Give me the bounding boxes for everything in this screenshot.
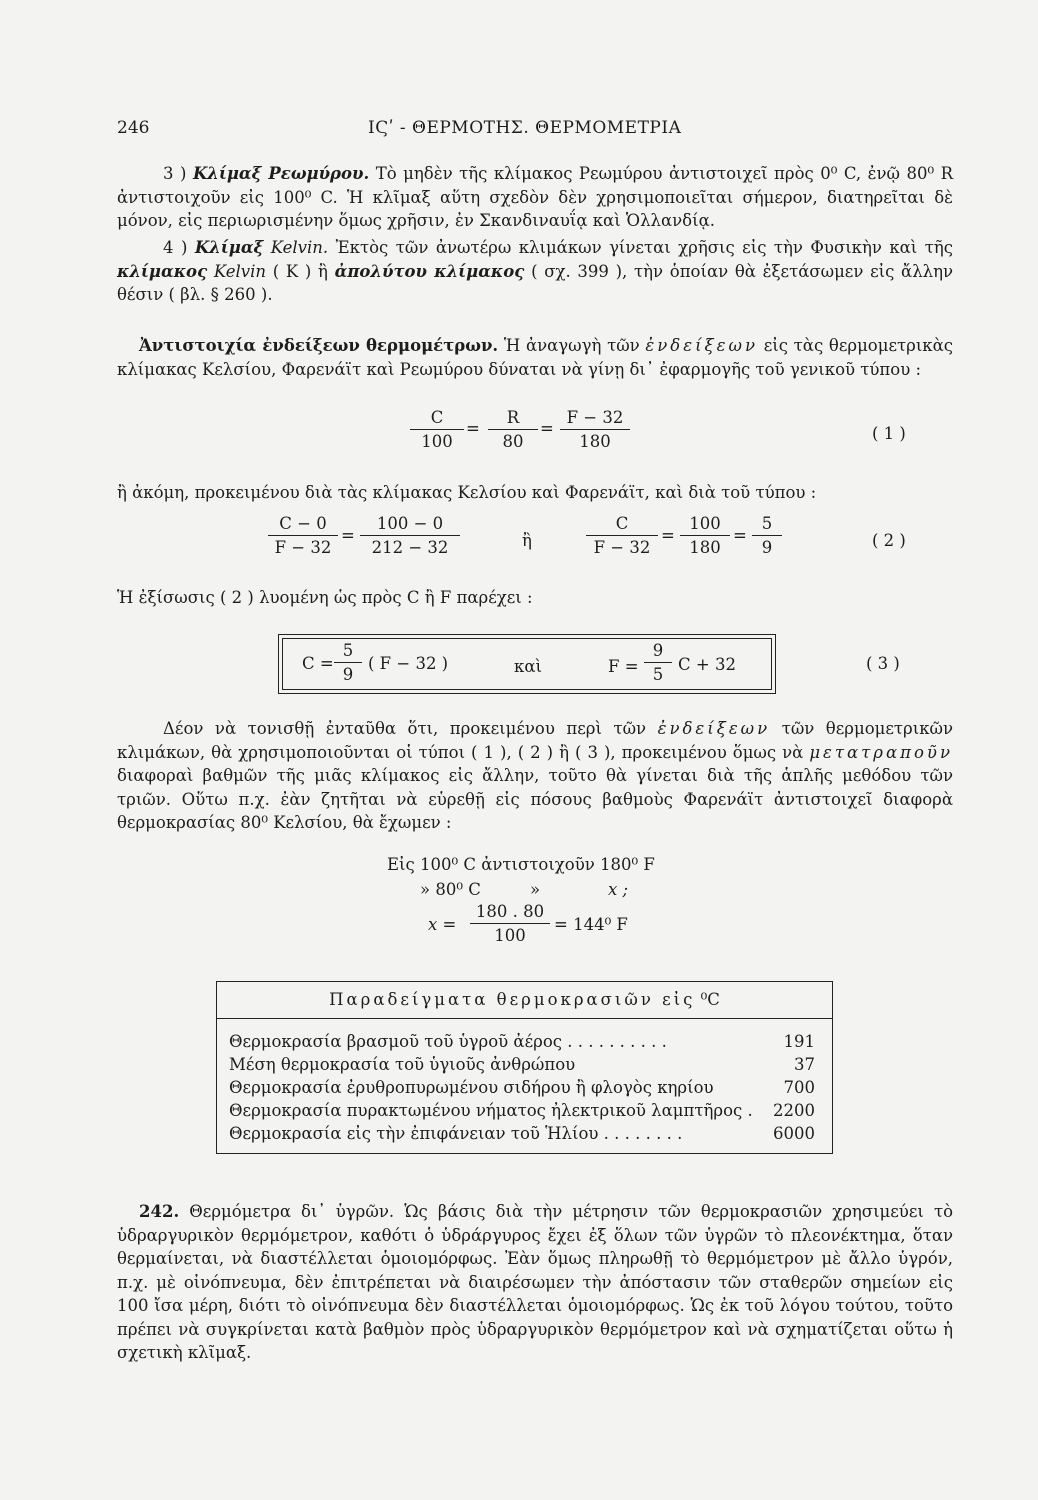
c-equals: C = — [302, 654, 334, 673]
table-title-text: Παραδείγματα θερμοκρασιῶν εἰς — [329, 990, 696, 1009]
rule-line-2-x: x ; — [608, 880, 629, 899]
row-label: Θερμοκρασία εἰς τὴν ἐπιφάνειαν τοῦ Ἡλίου . . . . . . . . — [229, 1124, 683, 1143]
and-word: καὶ — [514, 657, 542, 676]
fraction-9-5: $\frac{9}{5}$ — [644, 640, 672, 687]
equals-sign: = — [466, 419, 480, 438]
equals-sign: = — [661, 526, 675, 545]
equation-label-3: ( 3 ) — [866, 654, 900, 673]
correspondence-text-2: εἰς τὰς θερμομετρικὰς κλίμακας Κελσίου, Φαρενάϊτ καὶ Ρεωμύρου δύναται νὰ γίνῃ δι᾽ ἐφαρμογῆς τοῦ γενικοῦ τύπου : — [117, 336, 953, 379]
paragraph-reaumur — [117, 162, 953, 233]
rule-line-1: Εἰς 100⁰ C ἀντιστοιχοῦν 180⁰ F — [387, 855, 655, 874]
kelvin-heading: Κλίμαξ — [194, 238, 264, 257]
paragraph-kelvin — [117, 236, 953, 307]
section-number: 242. — [139, 1202, 180, 1221]
item-number: 3 ) — [163, 164, 187, 183]
f-equals: F = — [608, 657, 639, 676]
equals-sign: = — [540, 419, 554, 438]
correspondence-heading: Ἀντιστοιχία ἐνδείξεων θερμομέτρων. — [139, 336, 499, 355]
temperature-examples-table — [216, 981, 833, 1154]
correspondence-spaced: ἐνδείξεων — [645, 336, 758, 355]
item-number: 4 ) — [163, 238, 188, 257]
note-spaced-1: ἐνδείξεων — [657, 719, 771, 738]
table-title-unit: ⁰C — [700, 990, 720, 1009]
kelvin-text-3: ( σχ. 399 ), τὴν ὁποίαν θὰ ἐξετάσωμεν εἰς ἄλλην θέσιν ( βλ. § 260 ). — [117, 261, 954, 304]
fraction-5-9: $\frac{5}{9}$ — [752, 513, 782, 560]
row-value: 191 — [783, 1032, 815, 1051]
note-text-2: τῶν θερμομετρικῶν κλιμάκων, θὰ χρησιμοποιοῦνται οἱ τύποι ( 1 ), ( 2 ) ἢ ( 3 ), προκειμένου ὅμως νὰ — [117, 719, 954, 762]
fraction-100-180: $\frac{100 - 0}{212 - 32}$ — [360, 513, 460, 560]
equals-sign: = — [733, 526, 747, 545]
fraction-5-9: $\frac{5}{9}$ — [334, 640, 362, 687]
table-row — [229, 1101, 815, 1124]
note-text-3: διαφοραὶ βαθμῶν τῆς μιᾶς κλίμακος εἰς ἄλλην, τοῦτο θὰ γίνεται διὰ τῆς ἁπλῆς μεθόδου τῶν τριῶν. Οὕτω π.χ. ἐὰν ζητῆται νὰ εὑρεθῇ εἰς πόσους βαθμοὺς Φαρενάϊτ ἀντιστοιχεῖ διαφορὰ θερμοκρασίας 80⁰ Κελσίου, θὰ ἔχωμεν : — [117, 766, 953, 832]
reaumur-heading: Κλίμαξ Ρεωμύρου. — [192, 164, 370, 183]
x-equals: x = — [428, 915, 457, 934]
rule-line-2-left: » 80⁰ C — [420, 880, 481, 899]
equals-sign: = — [341, 526, 355, 545]
fraction-c-100: $\frac{C}{100}$ — [410, 407, 464, 454]
fraction-c-f32: $\frac{C}{F - 32}$ — [586, 513, 658, 560]
equation-label-2: ( 2 ) — [872, 531, 906, 550]
chapter-title: ΙϚʹ - ΘΕΡΜΟΤΗΣ. ΘΕΡΜΟΜΕΤΡΙΑ — [368, 118, 682, 138]
note-text-1: Δέον νὰ τονισθῇ ἐνταῦθα ὅτι, προκειμένου περὶ τῶν — [163, 719, 647, 738]
fraction-c0-f32: $\frac{C - 0}{F - 32}$ — [268, 513, 338, 560]
rule-line-2-ditto: » — [530, 880, 541, 899]
table-rule — [217, 1018, 832, 1019]
table-row — [229, 1124, 815, 1147]
page-number: 246 — [117, 118, 150, 138]
equation-label-1: ( 1 ) — [872, 424, 906, 443]
row-label: Θερμοκρασία ἐρυθροπυρωμένου σιδήρου ἢ φλογὸς κηρίου — [229, 1078, 714, 1097]
kelvin-heading-name: Kelvin. — [270, 238, 329, 257]
fraction-f-180: $\frac{F - 32}{180}$ — [560, 407, 630, 454]
row-label: Μέση θερμοκρασία τοῦ ὑγιοῦς ἀνθρώπου — [229, 1055, 576, 1074]
paragraph-note — [117, 717, 953, 835]
table-row — [229, 1078, 815, 1101]
c-plus-32: C + 32 — [678, 655, 736, 674]
note-spaced-2: μετατραποῦν — [809, 742, 953, 762]
row-value: 37 — [794, 1055, 815, 1074]
fraction-180x80-100: $\frac{180 . 80}{100}$ — [470, 901, 550, 948]
section-title: Θερμόμετρα δι᾽ ὑγρῶν. — [189, 1202, 395, 1221]
or-word: ἢ — [522, 531, 532, 550]
paragraph-also: ἢ ἀκόμη, προκειμένου διὰ τὰς κλίμακας Κελσίου καὶ Φαρενάϊτ, καὶ διὰ τοῦ τύπου : — [117, 483, 817, 502]
row-label: Θερμοκρασία πυρακτωμένου νήματος ἠλεκτρικοῦ λαμπτῆρος . — [229, 1101, 753, 1120]
correspondence-text-1: Ἡ ἀναγωγὴ τῶν — [503, 336, 640, 355]
row-value: 2200 — [773, 1101, 815, 1120]
kelvin-name: Kelvin — [213, 261, 266, 281]
section-242 — [117, 1200, 953, 1365]
kelvin-text-2: ( K ) ἢ — [272, 261, 328, 281]
section-text: Ὡς βάσις διὰ τὴν μέτρησιν τῶν θερμοκρασιῶν χρησιμεύει τὸ ὑδραργυρικὸν θερμόμετρον, καθότι ὁ ὑδράργυρος ἔχει ἐξ ὅλων τῶν ὑγρῶν τὸ πλεονέκτημα, ὅταν θερμαίνεται, νὰ διαστέλλεται ὁμοιομόρφως. Ἐὰν ὅμως πληρωθῇ τὸ θερμόμετρον μὲ ἄλλο ὑγρόν, π.χ. μὲ οἰνόπνευμα, δὲν ἐπιτρέπεται νὰ διαιρέσωμεν τὴν ἀπόστασιν τῶν σταθερῶν σημείων εἰς 100 ἴσα μέρη, διότι τὸ οἰνόπνευμα δὲν διαστέλλεται ὁμοιομόρφως. Ὡς ἐκ τοῦ λόγου τούτου, τοῦτο πρέπει νὰ συγκρίνεται κατὰ βαθμὸν πρὸς ὑδραργυρικὸν θερμόμετρον καὶ νὰ σχηματίζεται οὕτω ἡ σχετικὴ κλῖμαξ. — [117, 1202, 954, 1362]
row-label: Θερμοκρασία βρασμοῦ τοῦ ὑγροῦ ἀέρος . . . . . . . . . . — [229, 1032, 667, 1051]
kelvin-scale-term: κλίμακος — [117, 261, 208, 281]
table-row — [229, 1032, 815, 1055]
reaumur-text: Τὸ μηδὲν τῆς κλίμακος Ρεωμύρου ἀντιστοιχεῖ πρὸς 0⁰ C, ἐνῷ 80⁰ R ἀντιστοιχοῦν εἰς 100⁰ C. Ἡ κλῖμαξ αὕτη σχεδὸν δὲν χρησιμοποιεῖται σήμερον, διατηρεῖται δὲ μόνον, εἰς περιωρισμένην ὅμως χρῆσιν, ἐν Σκανδιναυΐᾳ καὶ Ὁλλανδίᾳ. — [117, 164, 954, 230]
table-title — [217, 990, 832, 1009]
row-value: 700 — [783, 1078, 815, 1097]
absolute-scale-term: ἀπολύτου κλίμακος — [334, 261, 525, 281]
fraction-100-180-b: $\frac{100}{180}$ — [680, 513, 730, 560]
fraction-r-80: $\frac{R}{80}$ — [488, 407, 538, 454]
f-minus-32: ( F − 32 ) — [368, 654, 449, 673]
table-row — [229, 1055, 815, 1078]
paragraph-solve: Ἡ ἐξίσωσις ( 2 ) λυομένη ὡς πρὸς C ἢ F παρέχει : — [117, 588, 533, 607]
kelvin-text-1: Ἐκτὸς τῶν ἀνωτέρω κλιμάκων γίνεται χρῆσις εἰς τὴν Φυσικὴν καὶ τῆς — [335, 238, 953, 257]
row-value: 6000 — [773, 1124, 815, 1143]
paragraph-correspondence — [117, 334, 953, 381]
x-result: = 144⁰ F — [554, 915, 628, 934]
